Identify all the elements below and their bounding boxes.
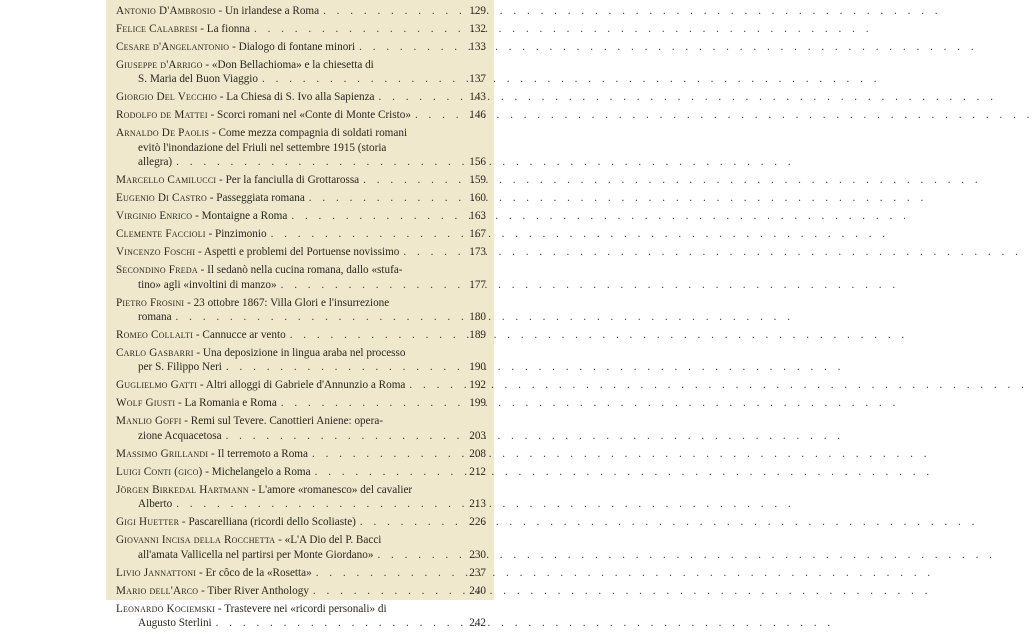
toc-leader-dots: [312, 447, 460, 461]
toc-entry-line: [116, 245, 486, 259]
toc-page-number: 129: [469, 5, 486, 17]
toc-author: Vincenzo Foschi: [116, 246, 196, 259]
toc-page-number: 226: [469, 516, 486, 529]
toc-author: Giovanni Incisa della Rocchetta: [116, 534, 276, 547]
toc-title: - Dialogo di fontane minori: [229, 41, 356, 53]
toc-entry-continuation: [116, 360, 486, 374]
toc-leader-dots: [262, 72, 460, 86]
toc-title: - Tiber River Anthology: [198, 584, 309, 597]
toc-entry-line: [116, 209, 486, 223]
table-of-contents: [116, 4, 486, 634]
toc-page-number: 240: [469, 584, 486, 597]
toc-entry-text: [116, 346, 405, 360]
toc-leader-dots: [281, 396, 460, 410]
toc-leader-dots: [403, 245, 460, 259]
toc-entry-line: [116, 4, 486, 18]
toc-author: Antonio D'Ambrosio: [116, 5, 216, 17]
toc-author: Guglielmo Gatti: [116, 379, 198, 392]
toc-entry-text: [116, 584, 309, 598]
toc-author: Luigi Conti (gico): [116, 465, 203, 478]
toc-author: Cesare d'Angelantonio: [116, 41, 230, 53]
toc-entry-line: [116, 566, 486, 580]
toc-entry: [116, 126, 486, 169]
toc-entry: [116, 483, 486, 512]
toc-entry-line: [116, 465, 486, 479]
toc-entry-continuation: [116, 616, 486, 630]
toc-entry: [116, 584, 486, 598]
toc-entry-continuation: [116, 310, 486, 324]
toc-title: - L'amore «romanesco» del cavalier: [248, 483, 413, 496]
toc-title: - Per la fanciulla di Grottarossa: [216, 174, 360, 187]
toc-entry: [116, 414, 486, 443]
toc-title-continued: Alberto: [138, 498, 173, 511]
toc-entry-line: [116, 515, 486, 529]
toc-entry: [116, 209, 486, 223]
toc-entry-text: [116, 227, 267, 241]
toc-entry-continuation: [116, 155, 486, 169]
toc-leader-dots: [271, 227, 460, 241]
toc-page-number: 173: [469, 246, 486, 259]
toc-entry-line: [116, 346, 486, 360]
toc-entry-line: [116, 378, 486, 392]
toc-title: - Michelangelo a Roma: [202, 465, 311, 478]
toc-entry-text: [116, 378, 405, 392]
toc-entry-line: [116, 191, 486, 205]
toc-title: - «Don Bellachioma» e la chiesetta di: [202, 59, 374, 71]
toc-page-number: 190: [469, 361, 486, 374]
toc-entry-line: [116, 602, 486, 616]
toc-entry: [116, 22, 486, 36]
toc-page-number: 177: [469, 278, 486, 291]
toc-entry: [116, 40, 486, 54]
toc-title: - 23 ottobre 1867: Villa Glori e l'insurrezione: [184, 296, 390, 309]
toc-entry-text: [116, 263, 403, 277]
toc-leader-dots: [315, 465, 460, 479]
toc-title: - Aspetti e problemi del Portuense novissimo: [195, 246, 400, 259]
toc-entry-line: [116, 396, 486, 410]
toc-title-continued: per S. Filippo Neri: [138, 361, 222, 374]
toc-entry-continuation: [116, 497, 486, 511]
toc-entry: [116, 4, 486, 18]
toc-entry: [116, 328, 486, 342]
toc-entry-continuation: [116, 72, 486, 86]
toc-author: Carlo Gasbarri: [116, 347, 194, 360]
toc-entry-text: [116, 22, 250, 36]
toc-entry-line: [116, 173, 486, 187]
toc-leader-dots: [415, 108, 460, 122]
toc-page-number: 208: [469, 447, 486, 460]
toc-title: - Il terremoto a Roma: [208, 447, 308, 460]
toc-author: Rodolfo de Mattei: [116, 109, 208, 122]
toc-title: - Trastevere nei «ricordi personali» di: [215, 602, 387, 615]
toc-leader-dots: [377, 548, 460, 562]
toc-author: Arnaldo De Paolis: [116, 127, 210, 140]
toc-author: Giuseppe d'Arrigo: [116, 59, 203, 71]
toc-author: Gigi Huetter: [116, 516, 180, 529]
toc-leader-dots: [323, 4, 460, 18]
toc-author: Eugenio Di Castro: [116, 192, 207, 205]
toc-entry-text: [116, 483, 412, 497]
toc-author: Jörgen Birkedal Hartmann: [116, 483, 249, 496]
toc-leader-dots: [281, 278, 460, 292]
toc-entry: [116, 227, 486, 241]
toc-entry: [116, 602, 486, 631]
toc-title: - Pascarelliana (ricordi dello Scoliaste): [179, 516, 356, 529]
toc-page-number: 199: [469, 397, 486, 410]
toc-leader-dots: [291, 209, 460, 223]
toc-entry-text: [116, 209, 287, 223]
toc-entry: [116, 515, 486, 529]
toc-entry: [116, 465, 486, 479]
toc-entry-text: [116, 245, 399, 259]
toc-entry-line: [116, 263, 486, 277]
toc-leader-dots: [313, 584, 460, 598]
toc-title: - Un irlandese a Roma: [215, 5, 320, 17]
toc-title: - Passeggiata romana: [206, 192, 305, 205]
toc-page-number: 137: [469, 73, 486, 86]
toc-entry-text: [116, 108, 411, 122]
book-page: [106, 0, 494, 630]
toc-title-continued: evitò l'inondazione del Friuli nel settembre 1915 (storia: [138, 141, 387, 154]
toc-title: - Remi sul Tevere. Canottieri Aniene: opera-: [181, 415, 384, 428]
toc-leader-dots: [409, 378, 460, 392]
toc-entry-line: [116, 328, 486, 342]
toc-author: Manlio Goffi: [116, 415, 182, 428]
toc-leader-dots: [360, 515, 460, 529]
toc-author: Pietro Frosini: [116, 296, 185, 309]
toc-page-number: 242: [469, 617, 486, 630]
toc-entry-line: [116, 22, 486, 36]
toc-entry: [116, 447, 486, 461]
toc-entry: [116, 296, 486, 325]
toc-page-number: 146: [469, 109, 486, 122]
toc-entry-text: [116, 40, 355, 54]
toc-title: - Una deposizione in lingua araba nel processo: [193, 347, 406, 360]
toc-title: - La Chiesa di S. Ivo alla Sapienza: [216, 91, 375, 104]
toc-page-number: 132: [469, 23, 486, 35]
toc-leader-dots: [290, 328, 460, 342]
toc-author: Massimo Grillandi: [116, 447, 209, 460]
toc-entry: [116, 378, 486, 392]
toc-leader-dots: [216, 616, 460, 630]
toc-author: Marcello Camilucci: [116, 174, 217, 187]
toc-entry-line: [116, 414, 486, 428]
toc-page-number: 230: [469, 548, 486, 561]
toc-author: Wolf Giusti: [116, 397, 176, 410]
toc-author: Leonardo Kociemski: [116, 602, 216, 615]
toc-page-number: 180: [469, 311, 486, 324]
toc-entry: [116, 58, 486, 87]
toc-author: Felice Calabresi: [116, 23, 198, 35]
toc-entry-continuation: [116, 429, 486, 443]
toc-title: - Il sedanò nella cucina romana, dallo «stufa-: [197, 264, 403, 277]
toc-entry-line: [116, 584, 486, 598]
toc-entry: [116, 263, 486, 292]
toc-title-continued: romana: [138, 311, 172, 324]
toc-title: - «L'A Dio del P. Bacci: [275, 534, 382, 547]
toc-leader-dots: [226, 429, 460, 443]
toc-entry-text: [116, 328, 286, 342]
toc-page-number: 237: [469, 566, 486, 579]
toc-entry-text: [116, 191, 305, 205]
toc-entry-line: [116, 90, 486, 104]
toc-title: - Pinzimonio: [205, 228, 267, 241]
toc-author: Virginio Enrico: [116, 210, 193, 223]
toc-entry-line: [116, 58, 486, 72]
toc-entry: [116, 108, 486, 122]
toc-title: - Montaigne a Roma: [192, 210, 288, 223]
toc-entry-text: [116, 126, 407, 140]
toc-title: - Scorci romani nel «Conte di Monte Cristo»: [207, 109, 411, 122]
toc-entry-text: [116, 4, 319, 18]
toc-leader-dots: [176, 310, 460, 324]
toc-page-number: 143: [469, 91, 486, 104]
toc-title-continued: Augusto Sterlini: [138, 617, 212, 630]
toc-title: - Come mezza compagnia di soldati romani: [209, 127, 408, 140]
toc-author: Mario dell'Arco: [116, 584, 199, 597]
toc-entry-text: [116, 58, 374, 72]
toc-entry-text: [116, 447, 308, 461]
toc-page-number: 133: [469, 41, 486, 53]
toc-page-number: 213: [469, 498, 486, 511]
toc-page-number: 163: [469, 210, 486, 223]
toc-entry: [116, 245, 486, 259]
toc-page-number: 159: [469, 174, 486, 187]
toc-leader-dots: [379, 90, 461, 104]
toc-page-number: 192: [469, 379, 486, 392]
toc-title-continued: S. Maria del Buon Viaggio: [138, 73, 258, 86]
toc-page-number: 203: [469, 429, 486, 442]
toc-entry-continuation: [116, 278, 486, 292]
toc-entry: [116, 90, 486, 104]
toc-entry: [116, 566, 486, 580]
toc-page-number: 160: [469, 192, 486, 205]
toc-author: Giorgio Del Vecchio: [116, 91, 217, 104]
toc-author: Romeo Collalti: [116, 329, 194, 342]
toc-entry-line: [116, 447, 486, 461]
toc-leader-dots: [226, 360, 460, 374]
toc-leader-dots: [359, 40, 460, 54]
toc-entry-line: [116, 227, 486, 241]
toc-page-number: 212: [469, 465, 486, 478]
toc-entry-line: [116, 108, 486, 122]
toc-page-number: 189: [469, 329, 486, 342]
toc-title-continued: tino» agli «involtini di manzo»: [138, 278, 277, 291]
toc-entry-text: [116, 602, 387, 616]
toc-entry-text: [116, 414, 383, 428]
toc-entry-line: [116, 533, 486, 547]
toc-title: - La fionna: [197, 23, 250, 35]
toc-entry-continuation: [116, 548, 486, 562]
toc-author: Clemente Faccioli: [116, 228, 206, 241]
toc-entry-text: [116, 465, 311, 479]
toc-author: Livio Jannattoni: [116, 566, 197, 579]
toc-entry-continuation: [116, 141, 486, 155]
toc-author: Secondino Freda: [116, 264, 198, 277]
toc-leader-dots: [316, 566, 460, 580]
toc-entry-text: [116, 90, 375, 104]
toc-entry: [116, 396, 486, 410]
toc-title-continued: zione Acquacetosa: [138, 429, 222, 442]
toc-leader-dots: [254, 22, 460, 36]
toc-title: - Cannucce ar vento: [193, 329, 286, 342]
toc-page-number: 156: [469, 156, 486, 169]
toc-entry-line: [116, 296, 486, 310]
toc-entry-text: [116, 396, 277, 410]
toc-title-continued: allegra): [138, 156, 173, 169]
toc-leader-dots: [176, 155, 460, 169]
toc-entry-line: [116, 40, 486, 54]
toc-entry: [116, 173, 486, 187]
toc-entry-text: [116, 566, 312, 580]
toc-entry-line: [116, 483, 486, 497]
toc-title: - Altri alloggi di Gabriele d'Annunzio a Roma: [197, 379, 406, 392]
toc-entry-line: [116, 126, 486, 140]
toc-title: - La Romania e Roma: [175, 397, 277, 410]
toc-leader-dots: [309, 191, 460, 205]
toc-entry: [116, 533, 486, 562]
toc-entry-text: [116, 515, 356, 529]
toc-entry-text: [116, 533, 381, 547]
toc-title: - Er côco de la «Rosetta»: [196, 566, 312, 579]
toc-entry: [116, 346, 486, 375]
toc-entry: [116, 191, 486, 205]
toc-leader-dots: [363, 173, 460, 187]
toc-entry-text: [116, 173, 359, 187]
toc-title-continued: all'amata Vallicella nel partirsi per Monte Giordano»: [138, 548, 374, 561]
toc-entry-text: [116, 296, 389, 310]
toc-leader-dots: [176, 497, 460, 511]
toc-page-number: 167: [469, 228, 486, 241]
